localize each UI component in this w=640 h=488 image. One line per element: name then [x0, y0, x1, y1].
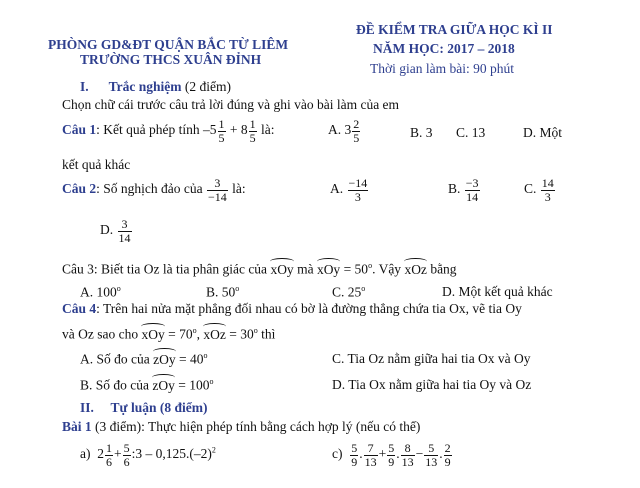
q3-option-d: D. Một kết quả khác [442, 284, 553, 299]
q1-minus: –5 [203, 122, 217, 138]
q4-option-d: D. Tia Ox nằm giữa hai tia Oy và Oz [332, 377, 532, 392]
angle-xoz: xOz [203, 326, 226, 342]
angle-xoy-2: xOy [316, 261, 341, 277]
section-2-title: Tự luận (8 điểm) [110, 400, 208, 415]
q2-option-c: C. $\frac{14}{3}$ [524, 176, 554, 204]
question-3: Câu 3: Biết tia Oz là tia phân giác của xOy mà xOy = $50^o$. Vậy xOz bằng [62, 261, 457, 277]
section-1-number: I. [80, 79, 89, 94]
q1-plus: + 8 [229, 122, 248, 138]
q1-option-d: D. Một [523, 125, 563, 140]
q1-continuation: kết quả khác [62, 157, 131, 172]
q2-label: Câu 2 [62, 181, 97, 197]
section-1-points: (2 điểm) [184, 79, 232, 94]
q1-option-a: A. 3 $\frac{2}{5}$ [328, 117, 360, 145]
angle-xoy: xOy [270, 261, 294, 277]
q1-la: là: [261, 122, 275, 138]
q2-la: là: [232, 181, 246, 197]
section-1-instruction: Chọn chữ cái trước câu trả lời đúng và ghi vào bài làm của em [62, 97, 400, 112]
q3-option-c: C. 25$^o$ [332, 284, 366, 300]
q3-option-b: B. 50$^o$ [206, 284, 240, 300]
q3-option-a: A. 100$^o$ [80, 284, 121, 300]
section-2-heading [80, 400, 208, 416]
q2-option-a: A. $\frac{-14}{3}$ [330, 176, 368, 204]
q4-option-a: A. Số đo của zOy = $40^o$ [80, 351, 208, 367]
q2-option-b: B. $\frac{-3}{14}$ [448, 176, 479, 204]
time-limit: Thời gian làm bài: 90 phút [370, 61, 514, 76]
exercise-1-label: Bài 1 [62, 419, 92, 434]
school-year: NĂM HỌC: 2017 – 2018 [373, 41, 515, 56]
q2-fraction: $\frac{3}{-14}$ [208, 176, 227, 204]
exam-title: ĐỀ KIỂM TRA GIỮA HỌC KÌ II [356, 22, 553, 37]
question-4-line-2: và Oz sao cho xOy = $70^o$, xOz = $30^o$ thì [62, 326, 276, 342]
q4-option-b: B. Số đo của zOy = $100^o$ [80, 377, 214, 393]
q2-text: : Số nghịch đảo của [96, 181, 203, 197]
q1-text: : Kết quả phép tính [96, 122, 200, 138]
exercise-1 [62, 419, 420, 435]
section-1-title: Trắc nghiệm [108, 79, 182, 94]
q4-label: Câu 4 [62, 301, 97, 316]
question-1 [62, 118, 275, 144]
question-4: Câu 4: Trên hai nửa mặt phẳng đối nhau có bờ là đường thẳng chứa tia Ox, vẽ tia Oy [62, 301, 522, 316]
q1-option-c: C. 13 [456, 125, 486, 140]
angle-xoy: xOy [141, 326, 165, 342]
exercise-1-part-c: c) $\frac{5}{9}$ . $\frac{7}{13}$ + $\frac{5}{9}$ . $\frac{8}{13}$ − $\frac{5}{13}$ . $\frac{2}{9}$ [332, 441, 451, 469]
section-1-heading [80, 79, 231, 95]
section-2-number: II. [80, 400, 94, 415]
angle-xoz: xOz [404, 261, 427, 277]
exercise-1-part-a: a) 2 $\frac{1}{6}$ + $\frac{5}{6}$ :3 – $0,125.(-2)^2$ [80, 441, 216, 469]
q1-option-b: B. 3 [410, 125, 433, 140]
q1-fraction-1: $\frac{1}{5}$ [218, 117, 225, 145]
q1-fraction-2: $\frac{1}{5}$ [249, 117, 256, 145]
question-2 [62, 177, 246, 203]
department-name: PHÒNG GD&ĐT QUẬN BẮC TỪ LIÊM [48, 37, 289, 52]
q4-option-c: C. Tia Oz nằm giữa hai tia Ox và Oy [332, 351, 531, 366]
q1-label: Câu 1 [62, 122, 97, 138]
school-name: TRƯỜNG THCS XUÂN ĐỈNH [80, 52, 262, 67]
exercise-1-text: (3 điểm): Thực hiện phép tính bằng cách hợp lý (nếu có thể) [95, 419, 421, 434]
q2-option-d: D. $\frac{3}{14}$ [100, 217, 131, 245]
